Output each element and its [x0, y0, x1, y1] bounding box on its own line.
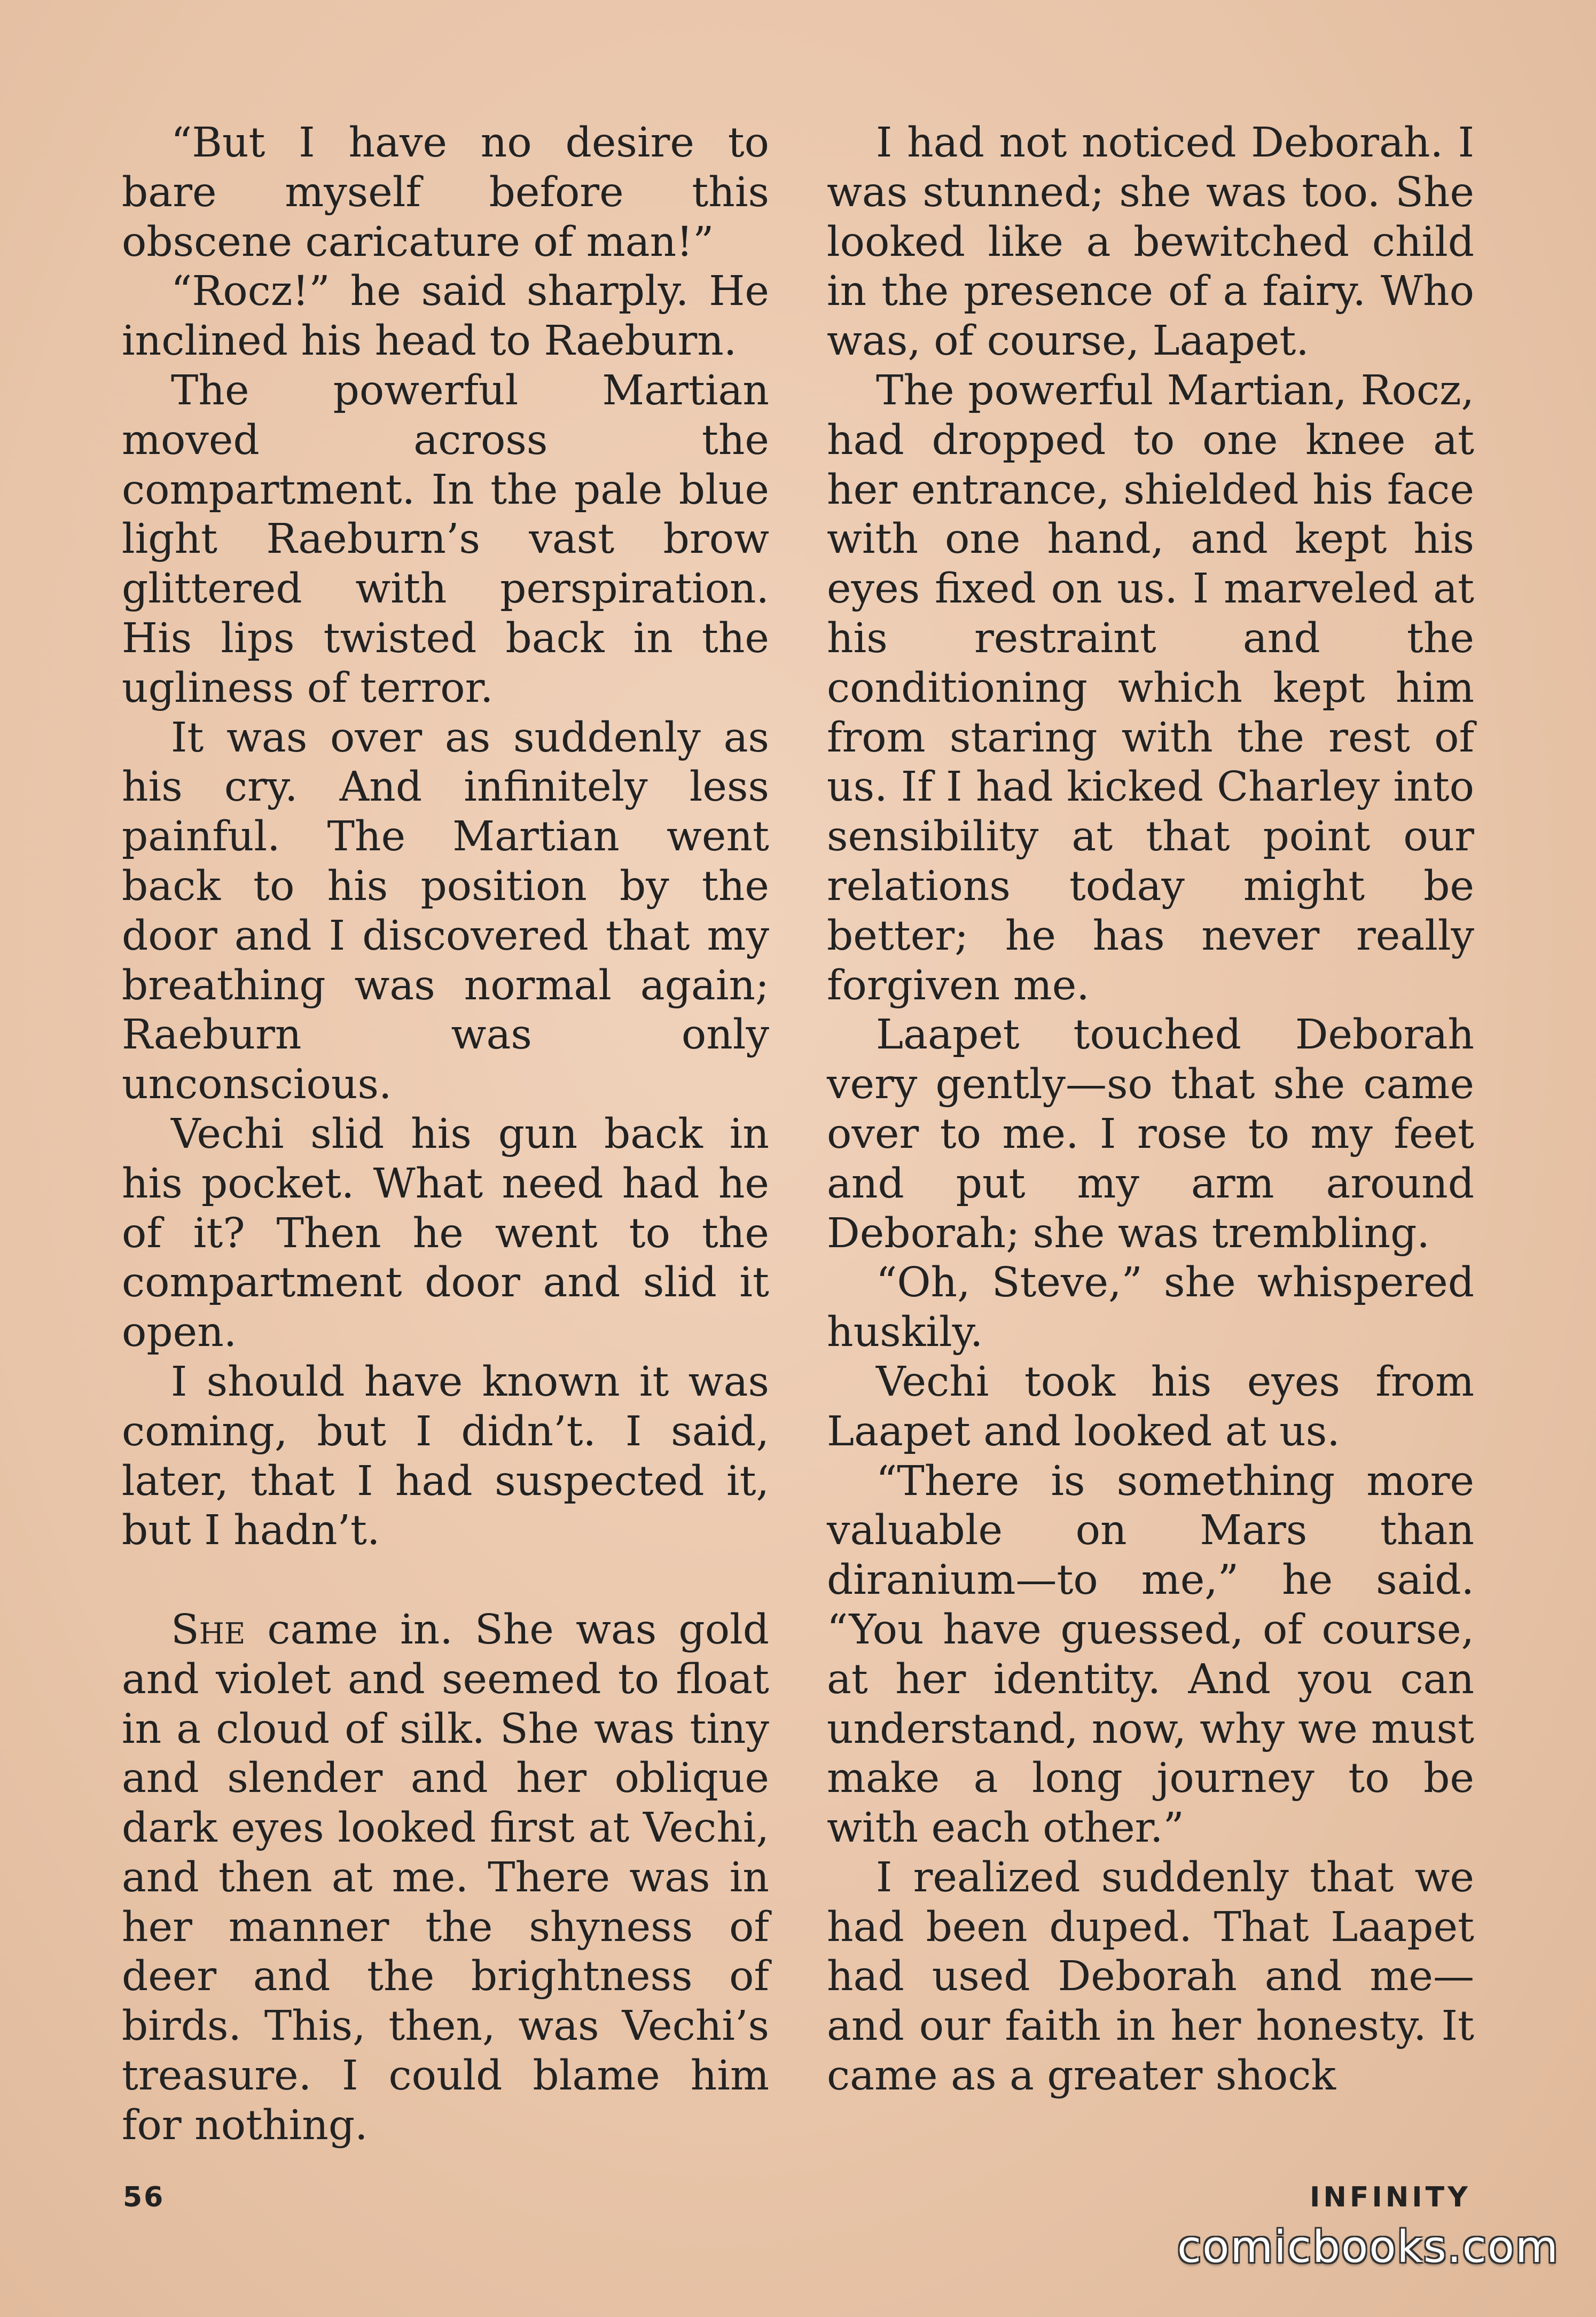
paragraph: Vechi slid his gun back in his pocket. What need had he of it? Then he went to the compartment door and slid it open. [122, 1110, 769, 1357]
section-start-word: She [171, 1606, 246, 1654]
magazine-title: INFINITY [1310, 2181, 1471, 2213]
paragraph: The powerful Martian, Rocz, had dropped to one knee at her entrance, shielded his face with one hand, and kept his eyes fixed on us. I marveled at his restraint and the conditioning which kept him from staring with the rest of us. If I had kicked Charley into sensibility at that point our relations today might be better; he has never really forgiven me. [827, 366, 1474, 1009]
left-column [122, 119, 769, 2151]
paragraph: It was over as suddenly as his cry. And infinitely less painful. The Martian went back to his position by the door and I discovered that my breathing was normal again; Raeburn was only unconscious. [122, 714, 769, 1109]
paragraph: “Rocz!” he said sharply. He inclined his head to Raeburn. [122, 268, 769, 365]
paragraph: I realized suddenly that we had been duped. That Laapet had used Deborah and me—and our faith in her honesty. It came as a greater shock [827, 1853, 1474, 2100]
watermark: comicbooks.com [1177, 2222, 1559, 2273]
section-break-paragraph [122, 1606, 769, 2151]
section-start-text: came in. She was gold and violet and seemed to float in a cloud of silk. She was tiny and slender and her oblique dark eyes looked first at Vechi, and then at me. There was in her manner the shyness of deer and the brightness of birds. This, then, was Vechi’s treasure. I could blame him for nothing. [122, 1606, 769, 2149]
paragraph: “But I have no desire to bare myself before this obscene caricature of man!” [122, 119, 769, 266]
paragraph: Vechi took his eyes from Laapet and looked at us. [827, 1358, 1474, 1455]
page-number: 56 [123, 2181, 165, 2213]
paragraph: I should have known it was coming, but I didn’t. I said, later, that I had suspected it, but I hadn’t. [122, 1358, 769, 1555]
paragraph: “Oh, Steve,” she whispered huskily. [827, 1259, 1474, 1357]
paragraph: Laapet touched Deborah very gently—so that she came over to me. I rose to my feet and put my arm around Deborah; she was trembling. [827, 1011, 1474, 1257]
paragraph: “There is something more valuable on Mars than diranium—to me,” he said. “You have guessed, of course, at her identity. And you can understand, now, why we must make a long journey to be with each other.” [827, 1457, 1474, 1852]
paragraph: The powerful Martian moved across the compartment. In the pale blue light Raeburn’s vast brow glittered with perspiration. His lips twisted back in the ugliness of terror. [122, 366, 769, 712]
right-column [827, 119, 1474, 2101]
paragraph: I had not noticed Deborah. I was stunned; she was too. She looked like a bewitched child in the presence of a fairy. Who was, of course, Laapet. [827, 119, 1474, 365]
